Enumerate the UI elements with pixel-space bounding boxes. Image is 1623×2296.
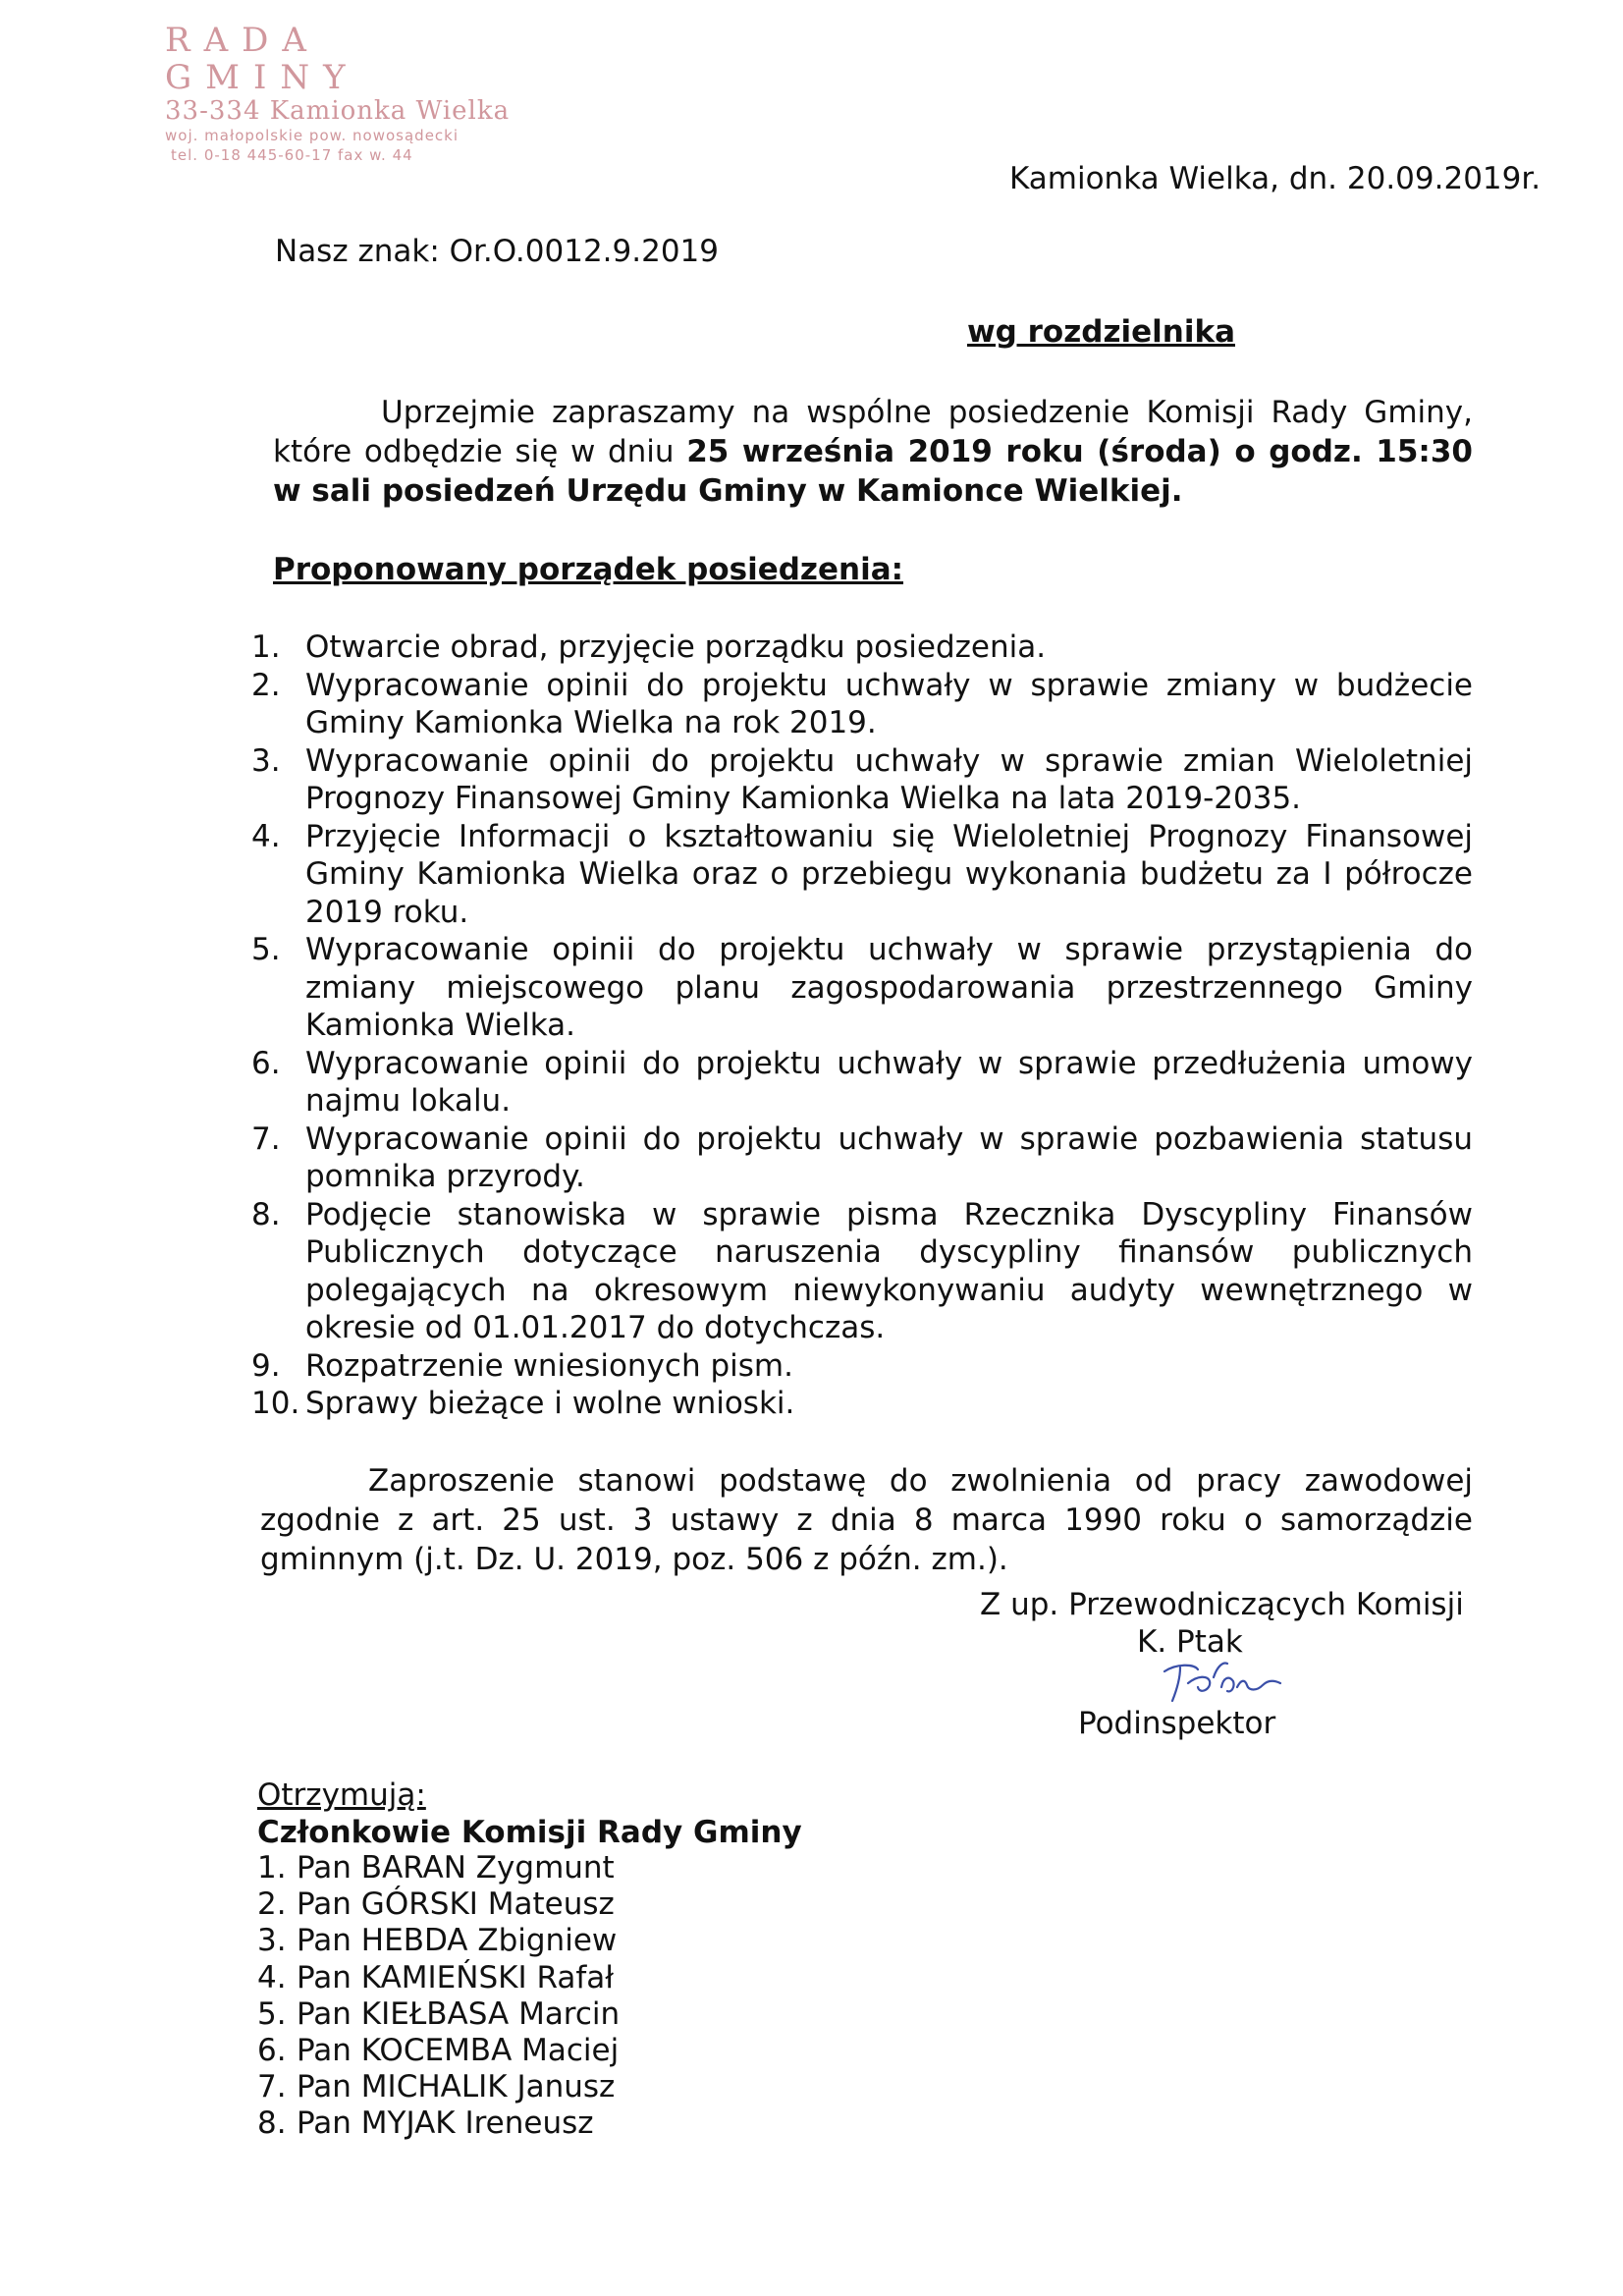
invitation-paragraph	[273, 393, 1473, 511]
agenda-list	[251, 629, 1473, 1423]
recipient-item	[257, 1923, 620, 1959]
stamp-line-1: RADA GMINY	[165, 21, 359, 97]
recipient-item	[257, 2069, 620, 2105]
recipient-item	[257, 1850, 620, 1886]
recipient-name: Pan GÓRSKI Mateusz	[297, 1886, 615, 1923]
recipients-group: Członkowie Komisji Rady Gminy	[257, 1815, 802, 1850]
recipients-label: Otrzymują:	[257, 1777, 426, 1813]
agenda-title: Proponowany porządek posiedzenia:	[273, 552, 904, 587]
agenda-item	[251, 1045, 1473, 1121]
agenda-item-text: Wypracowanie opinii do projektu uchwały w sprawie zmiany w budżecie Gminy Kamionka Wielka na rok 2019.	[305, 667, 1473, 740]
agenda-item-text: Wypracowanie opinii do projektu uchwały w sprawie przedłużenia umowy najmu lokalu.	[305, 1045, 1473, 1119]
recipient-number: 1.	[257, 1850, 287, 1886]
agenda-item-text: Rozpatrzenie wniesionych pism.	[305, 1347, 793, 1384]
agenda-item-number: 7.	[251, 1121, 281, 1157]
recipient-item	[257, 1996, 620, 2033]
recipient-item	[257, 1886, 620, 1923]
distribution-note: wg rozdzielnika	[967, 314, 1235, 350]
agenda-item-number: 6.	[251, 1045, 281, 1081]
signature-name: K. Ptak	[1137, 1624, 1243, 1660]
recipient-item	[257, 2105, 620, 2142]
recipient-number: 6.	[257, 2033, 287, 2069]
handwritten-signature	[1159, 1658, 1286, 1709]
agenda-item	[251, 931, 1473, 1045]
intro-text-2: o godz.	[1220, 434, 1377, 469]
recipient-number: 2.	[257, 1886, 287, 1923]
recipient-name: Pan KOCEMBA Maciej	[297, 2033, 620, 2069]
recipient-number: 4.	[257, 1959, 287, 1995]
agenda-item-number: 1.	[251, 629, 281, 665]
recipient-name: Pan BARAN Zygmunt	[297, 1850, 615, 1886]
agenda-item-number: 9.	[251, 1347, 281, 1384]
reference-number: Nasz znak: Or.O.0012.9.2019	[275, 234, 719, 269]
agenda-item	[251, 1121, 1473, 1196]
recipient-name: Pan KIEŁBASA Marcin	[297, 1995, 621, 2032]
recipient-number: 8.	[257, 2105, 287, 2142]
meeting-date: 25 września 2019 roku (środa)	[686, 434, 1221, 469]
recipient-name: Pan HEBDA Zbigniew	[297, 1923, 618, 1959]
stamp-line-4: tel. 0-18 445-60-17 fax w. 44	[171, 146, 413, 164]
recipient-number: 7.	[257, 2069, 287, 2105]
agenda-item-text: Podjęcie stanowiska w sprawie pisma Rzecznika Dyscypliny Finansów Publicznych dotyczące naruszenia dyscypliny finansów publicznych polegających na okresowym niewykonywaniu audyty wewnętrznego w okresie od 01.01.2017 do dotychczas.	[305, 1196, 1473, 1345]
agenda-item-text: Wypracowanie opinii do projektu uchwały w sprawie pozbawienia statusu pomnika przyrody.	[305, 1121, 1473, 1194]
place-and-date: Kamionka Wielka, dn. 20.09.2019r.	[1009, 161, 1542, 196]
agenda-item	[251, 818, 1473, 932]
recipient-item	[257, 1960, 620, 1996]
agenda-item-number: 3.	[251, 742, 281, 779]
agenda-item-text: Wypracowanie opinii do projektu uchwały w sprawie zmian Wieloletniej Prognozy Finansowej Gminy Kamionka Wielka na lata 2019-2035.	[305, 742, 1473, 816]
intro-text-1: Uprzejmie zapraszamy na wspólne posiedzenie Komisji Rady Gminy, które odbędzie się w dniu	[273, 395, 1473, 469]
recipient-name: Pan MYJAK Ireneusz	[297, 2105, 594, 2142]
agenda-item	[251, 1196, 1473, 1347]
recipient-name: Pan MICHALIK Janusz	[297, 2069, 616, 2105]
signature-role: Podinspektor	[1078, 1706, 1276, 1741]
agenda-item-text: Przyjęcie Informacji o kształtowaniu się Wieloletniej Prognozy Finansowej Gminy Kamionka Wielka oraz o przebiegu wykonania budżetu za I półrocze 2019 roku.	[305, 818, 1473, 930]
agenda-item	[251, 1347, 1473, 1386]
recipient-number: 5.	[257, 1995, 287, 2032]
agenda-item	[251, 742, 1473, 818]
recipient-item	[257, 2033, 620, 2069]
agenda-item-number: 10.	[251, 1386, 300, 1421]
agenda-item	[251, 629, 1473, 667]
closing-paragraph: Zaproszenie stanowi podstawę do zwolnienia od pracy zawodowej zgodnie z art. 25 ust. 3 ustawy z dnia 8 marca 1990 roku o samorządzie gminnym (j.t. Dz. U. 2019, poz. 506 z późn. zm.).	[260, 1463, 1473, 1577]
agenda-item-text: Wypracowanie opinii do projektu uchwały w sprawie przystąpienia do zmiany miejscowego planu zagospodarowania przestrzennego Gminy Kamionka Wielka.	[305, 932, 1473, 1043]
council-stamp	[165, 22, 538, 165]
agenda-item-text: Otwarcie obrad, przyjęcie porządku posiedzenia.	[305, 629, 1047, 665]
agenda-item-number: 8.	[251, 1196, 281, 1232]
agenda-item-number: 5.	[251, 932, 281, 967]
agenda-item	[251, 667, 1473, 742]
stamp-line-2: 33-334 Kamionka Wielka	[165, 96, 511, 126]
agenda-item	[251, 1385, 1473, 1423]
recipient-number: 3.	[257, 1923, 287, 1959]
recipient-name: Pan KAMIEŃSKI Rafał	[297, 1959, 615, 1995]
signature-title: Z up. Przewodniczących Komisji	[980, 1587, 1464, 1622]
agenda-item-number: 2.	[251, 667, 281, 703]
agenda-item-text: Sprawy bieżące i wolne wnioski.	[305, 1386, 795, 1421]
recipients-list	[257, 1850, 620, 2143]
meeting-time-place: 15:30 w sali posiedzeń Urzędu Gminy w Kamionce Wielkiej.	[273, 434, 1473, 509]
stamp-line-3: woj. małopolskie pow. nowosądecki	[165, 127, 460, 144]
agenda-item-number: 4.	[251, 818, 281, 854]
